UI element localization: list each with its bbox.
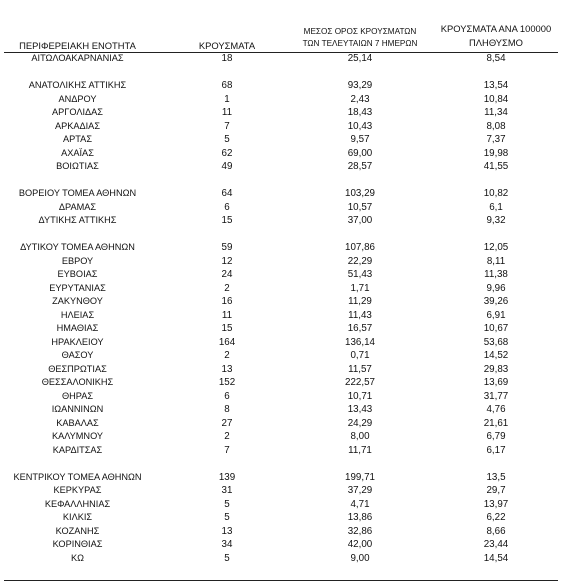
rate-cell: 7,37: [486, 134, 506, 145]
avg-cell: 199,71: [345, 471, 375, 483]
rate-cell: 10,84: [483, 93, 509, 105]
cases-cell: 34: [221, 539, 233, 550]
table-row: [0, 349, 562, 363]
rate-cell: 6,22: [486, 512, 506, 523]
region-cell: ΕΒΡΟΥ: [61, 255, 94, 266]
rate-cell: 41,55: [483, 161, 509, 172]
cases-cell: 8: [224, 404, 230, 415]
table-row: [0, 133, 562, 147]
cases-cell: 6: [224, 390, 230, 402]
region-cell: ΚΟΡΙΝΘΙΑΣ: [52, 539, 103, 549]
region-cell: ΚΙΛΚΙΣ: [62, 512, 93, 522]
table-row: [0, 552, 562, 566]
cases-cell: 68: [221, 80, 233, 91]
avg-cell: 0,71: [350, 350, 370, 361]
cases-cell: 5: [224, 512, 230, 523]
avg-cell: 24,29: [347, 417, 373, 429]
rate-cell: 8,66: [486, 525, 506, 537]
region-cell: ΔΡΑΜΑΣ: [58, 201, 97, 212]
table-row: [0, 309, 562, 323]
region-cell: ΚΟΖΑΝΗΣ: [55, 525, 100, 536]
rate-cell: 29,7: [486, 485, 506, 496]
rate-cell: 11,38: [484, 269, 508, 280]
table-row: [0, 444, 562, 458]
table-row: [0, 52, 562, 66]
table-row: [0, 538, 562, 552]
rate-cell: 10,82: [483, 188, 509, 199]
cases-cell: 1: [224, 93, 230, 105]
table-row: [0, 363, 562, 377]
avg-cell: 93,29: [347, 80, 373, 91]
rate-cell: 9,96: [486, 282, 506, 294]
cases-cell: 15: [221, 215, 233, 226]
table-row: [0, 376, 562, 390]
rate-cell: 6,1: [489, 201, 503, 213]
cases-cell: 24: [221, 269, 233, 280]
cases-cell: 2: [224, 350, 230, 361]
cases-cell: 2: [224, 431, 230, 442]
avg-cell: 11,43: [348, 309, 372, 321]
header-region: ΠΕΡΙΦΕΡΕΙΑΚΗ ΕΝΟΤΗΤΑ: [19, 40, 136, 51]
region-cell: ΒΟΙΩΤΙΑΣ: [56, 161, 99, 171]
cases-cell: 27: [221, 417, 233, 429]
rate-cell: 12,05: [483, 242, 509, 253]
rate-cell: 8,08: [486, 120, 506, 132]
region-cell: ΑΡΓΟΛΙΔΑΣ: [52, 107, 103, 117]
avg-cell: 16,57: [347, 323, 373, 334]
rate-cell: 19,98: [483, 147, 509, 159]
table-row: [0, 214, 562, 228]
cases-cell: 12: [221, 255, 233, 267]
table-row: [0, 147, 562, 161]
table-row: [0, 403, 562, 417]
avg-cell: 222,57: [345, 377, 375, 388]
group-spacer: [0, 457, 562, 471]
rate-cell: 29,83: [483, 363, 509, 375]
avg-cell: 28,57: [347, 161, 373, 172]
table-row: [0, 484, 562, 498]
cases-cell: 139: [218, 471, 236, 483]
table-row: [0, 106, 562, 120]
rate-cell: 14,54: [483, 552, 509, 564]
avg-cell: 18,43: [347, 107, 373, 118]
cases-cell: 16: [221, 296, 233, 307]
region-cell: ΚΕΦΑΛΛΗΝΙΑΣ: [44, 498, 111, 509]
avg-cell: 51,43: [347, 269, 373, 280]
region-cell: ΕΥΒΟΙΑΣ: [57, 269, 98, 279]
rate-cell: 13,97: [483, 498, 509, 510]
rate-cell: 53,68: [483, 336, 509, 348]
avg-cell: 69,00: [347, 147, 373, 159]
cases-cell: 62: [221, 147, 233, 159]
region-cell: ΕΥΡΥΤΑΝΙΑΣ: [49, 282, 106, 293]
cases-cell: 11: [221, 107, 233, 118]
cases-cell: 49: [221, 161, 233, 172]
avg-cell: 11,57: [348, 363, 372, 375]
region-cell: ΒΟΡΕΙΟΥ ΤΟΜΕΑ ΑΘΗΝΩΝ: [18, 188, 137, 198]
avg-cell: 37,00: [347, 215, 373, 226]
group-spacer: [0, 66, 562, 80]
region-cell: ΚΑΛΥΜΝΟΥ: [51, 431, 104, 441]
table-row: [0, 160, 562, 174]
table-row: [0, 93, 562, 107]
cases-cell: 18: [221, 53, 233, 64]
avg-cell: 8,00: [350, 431, 370, 442]
region-cell: ΘΗΡΑΣ: [61, 390, 94, 401]
rate-cell: 11,34: [484, 107, 508, 118]
avg-cell: 136,14: [345, 336, 375, 348]
region-cell: ΑΙΤΩΛΟΑΚΑΡΝΑΝΙΑΣ: [31, 53, 124, 63]
region-cell: ΘΑΣΟΥ: [61, 350, 94, 360]
table-row: [0, 430, 562, 444]
header-avg-line2: ΤΩΝ ΤΕΛΕΥΤΑΙΩΝ 7 ΗΜΕΡΩΝ: [302, 39, 418, 48]
avg-cell: 13,43: [347, 404, 373, 415]
cases-cell: 152: [218, 377, 236, 388]
region-cell: ΖΑΚΥΝΘΟΥ: [52, 296, 103, 306]
rate-cell: 4,76: [486, 404, 506, 415]
table-row: [0, 255, 562, 269]
table-bottom-divider: [4, 580, 558, 581]
table-row: [0, 295, 562, 309]
rate-cell: 8,54: [486, 53, 506, 64]
cases-cell: 31: [221, 485, 233, 496]
table-row: [0, 268, 562, 282]
cases-cell: 15: [221, 323, 233, 334]
region-cell: ΘΕΣΠΡΩΤΙΑΣ: [48, 363, 107, 374]
header-cases: ΚΡΟΥΣΜΑΤΑ: [198, 40, 256, 51]
avg-cell: 4,71: [350, 498, 370, 510]
table-row: [0, 201, 562, 215]
table-row: [0, 525, 562, 539]
avg-cell: 42,00: [347, 539, 373, 550]
region-cell: ΚΑΡΔΙΤΣΑΣ: [52, 444, 103, 455]
cases-cell: 5: [224, 552, 230, 564]
avg-cell: 32,86: [347, 525, 373, 537]
rate-cell: 14,52: [483, 350, 509, 361]
region-cell: ΚΕΝΤΡΙΚΟΥ ΤΟΜΕΑ ΑΘΗΝΩΝ: [13, 471, 142, 482]
region-cell: ΑΡΤΑΣ: [63, 134, 92, 144]
region-cell: ΔΥΤΙΚΟΥ ΤΟΜΕΑ ΑΘΗΝΩΝ: [20, 242, 135, 252]
cases-cell: 13: [221, 363, 233, 375]
region-cell: ΔΥΤΙΚΗΣ ΑΤΤΙΚΗΣ: [38, 215, 117, 225]
table-row: [0, 79, 562, 93]
region-cell: ΗΡΑΚΛΕΙΟΥ: [51, 336, 104, 347]
avg-cell: 107,86: [345, 242, 375, 253]
region-cell: ΚΑΒΑΛΑΣ: [56, 417, 99, 428]
avg-cell: 9,00: [350, 552, 370, 564]
rate-cell: 31,77: [483, 390, 509, 402]
region-cell: ΗΛΕΙΑΣ: [60, 309, 95, 320]
cases-cell: 6: [224, 201, 230, 213]
region-cell: ΚΕΡΚΥΡΑΣ: [53, 485, 102, 495]
cases-cell: 164: [218, 336, 236, 348]
cases-cell: 5: [224, 498, 230, 510]
avg-cell: 10,71: [347, 390, 373, 402]
cases-cell: 64: [221, 188, 233, 199]
table-row: [0, 511, 562, 525]
table-body: [0, 52, 562, 565]
rate-cell: 10,67: [483, 323, 509, 334]
header-rate-line1: ΚΡΟΥΣΜΑΤΑ ΑΝΑ 100000: [440, 23, 552, 34]
avg-cell: 2,43: [350, 93, 370, 105]
cases-cell: 59: [221, 242, 233, 253]
group-spacer: [0, 174, 562, 188]
avg-cell: 37,29: [347, 485, 373, 496]
avg-cell: 25,14: [347, 53, 373, 64]
avg-cell: 103,29: [345, 188, 375, 199]
rate-cell: 6,17: [486, 444, 506, 456]
table-row: [0, 241, 562, 255]
table-row: [0, 120, 562, 134]
avg-cell: 11,71: [348, 444, 372, 456]
rate-cell: 6,79: [486, 431, 506, 442]
region-cell: ΑΝΑΤΟΛΙΚΗΣ ΑΤΤΙΚΗΣ: [28, 80, 127, 90]
rate-cell: 21,61: [483, 417, 509, 429]
region-cell: ΑΧΑΪΑΣ: [61, 147, 94, 158]
rate-cell: 13,5: [486, 471, 506, 483]
cases-cell: 7: [224, 120, 230, 132]
table-row: [0, 187, 562, 201]
table-row: [0, 498, 562, 512]
avg-cell: 22,29: [347, 255, 373, 267]
cases-cell: 5: [224, 134, 230, 145]
rate-cell: 8,11: [486, 255, 506, 267]
cases-cell: 2: [224, 282, 230, 294]
rate-cell: 39,26: [483, 296, 509, 307]
region-cell: ΘΕΣΣΑΛΟΝΙΚΗΣ: [41, 377, 114, 387]
region-cell: ΑΡΚΑΔΙΑΣ: [54, 120, 100, 131]
avg-cell: 13,86: [347, 512, 373, 523]
table-row: [0, 282, 562, 296]
region-cell: ΙΩΑΝΝΙΝΩΝ: [51, 404, 104, 414]
avg-cell: 1,71: [350, 282, 370, 294]
table-row: [0, 322, 562, 336]
cases-cell: 11: [221, 309, 233, 321]
avg-cell: 10,57: [347, 201, 373, 213]
avg-cell: 11,29: [348, 296, 372, 307]
avg-cell: 10,43: [347, 120, 373, 132]
rate-cell: 23,44: [483, 539, 509, 550]
region-cell: ΑΝΔΡΟΥ: [58, 93, 97, 104]
avg-cell: 9,57: [350, 134, 370, 145]
table-row: [0, 336, 562, 350]
cases-cell: 13: [221, 525, 233, 537]
header-rate-line2: ΠΛΗΘΥΣΜΟ: [469, 37, 523, 48]
region-cell: ΗΜΑΘΙΑΣ: [56, 323, 99, 333]
rate-cell: 13,69: [483, 377, 509, 388]
cases-cell: 7: [224, 444, 230, 456]
rate-cell: 9,32: [486, 215, 506, 226]
rate-cell: 13,54: [483, 80, 509, 91]
group-spacer: [0, 228, 562, 242]
table-row: [0, 471, 562, 485]
header-avg-line1: ΜΕΣΟΣ ΟΡΟΣ ΚΡΟΥΣΜΑΤΩΝ: [303, 27, 417, 36]
table-row: [0, 417, 562, 431]
region-cell: ΚΩ: [71, 552, 84, 563]
rate-cell: 6,91: [486, 309, 506, 321]
table-row: [0, 390, 562, 404]
